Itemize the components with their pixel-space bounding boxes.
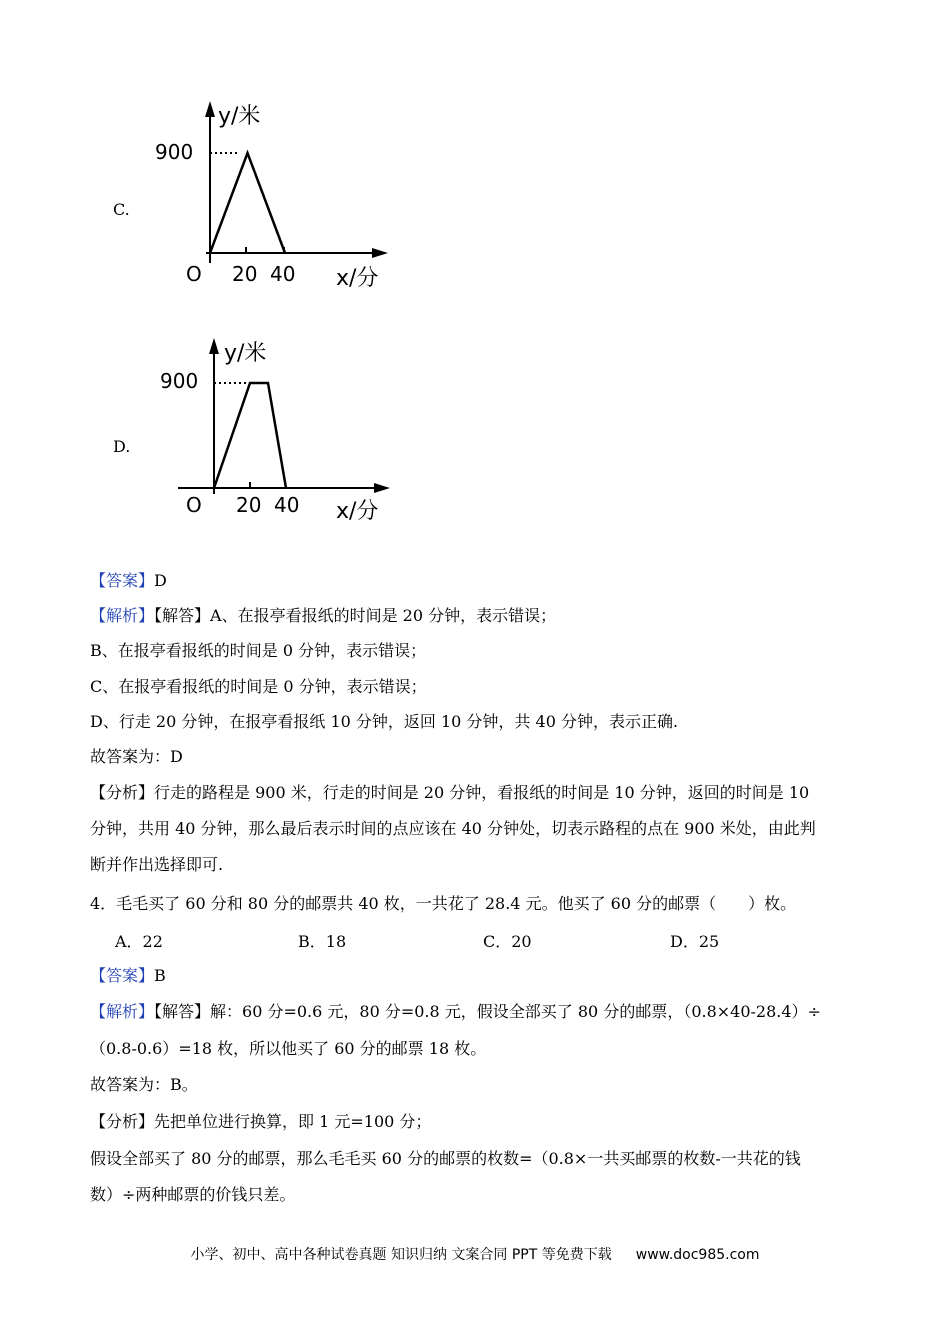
answer-value: D	[154, 571, 167, 590]
q4-conclusion: 故答案为：B。	[90, 1075, 198, 1094]
x-axis-label: x/分	[336, 266, 379, 291]
y-axis-arrow	[205, 101, 215, 117]
footer-site-link[interactable]: www.doc985.com	[635, 1247, 760, 1263]
q4-fenxi-line-1: 【分析】先把单位进行换算，即 1 元=100 分；	[90, 1112, 432, 1131]
x-tick-label-40: 40	[274, 493, 300, 517]
q3-analysis-line-3: C、在报亭看报纸的时间是 0 分钟，表示错误；	[90, 677, 427, 696]
q3-answer	[90, 570, 167, 592]
y-axis-label: y/米	[224, 341, 267, 366]
y-axis-label: y/米	[218, 104, 261, 129]
q4-fenxi-line-2: 假设全部买了 80 分的邮票，那么毛毛买 60 分的邮票的枚数=（0.8×一共买邮票的枚数-一共花的钱	[90, 1149, 801, 1168]
choice-b: B．18	[298, 932, 347, 951]
answer-tag: 【答案】	[90, 571, 155, 590]
q4-answer	[90, 965, 166, 987]
answer-value: B	[154, 966, 166, 985]
origin-label: O	[186, 262, 202, 286]
x-axis-arrow	[372, 248, 388, 258]
x-axis-label: x/分	[336, 499, 379, 524]
q3-fenxi-line-1: 【分析】行走的路程是 900 米，行走的时间是 20 分钟，看报纸的时间是 10 分钟，返回的时间是 10	[90, 783, 810, 802]
q4-analysis-line-1	[90, 1001, 821, 1023]
data-line	[210, 153, 285, 253]
graph-d	[150, 332, 400, 532]
q4-fenxi-line-3: 数）÷两种邮票的价钱只差。	[90, 1185, 296, 1204]
page-footer	[0, 1244, 950, 1264]
choice-c: C．20	[483, 932, 532, 951]
data-line	[214, 383, 286, 488]
footer-text: 小学、初中、高中各种试卷真题 知识归纳 文案合同 PPT 等免费下载	[190, 1247, 612, 1263]
x-tick-label-20: 20	[236, 493, 262, 517]
option-d-label: D.	[113, 437, 131, 456]
analysis-tag: 【解析】	[90, 1002, 155, 1021]
x-axis-arrow	[374, 483, 390, 493]
y-tick-label-900: 900	[155, 140, 194, 164]
q3-fenxi-line-3: 断并作出选择即可.	[90, 855, 224, 874]
choice-a: A．22	[115, 932, 163, 951]
q4-choices	[115, 929, 815, 951]
analysis-tag: 【解析】	[90, 606, 155, 625]
x-tick-label-40: 40	[270, 262, 296, 286]
q3-analysis-line-4: D、行走 20 分钟，在报亭看报纸 10 分钟，返回 10 分钟，共 40 分钟，表示正确.	[90, 712, 679, 731]
option-c-label: C.	[113, 200, 130, 219]
x-tick-label-20: 20	[232, 262, 258, 286]
analysis-text: 【解答】解：60 分=0.6 元，80 分=0.8 元，假设全部买了 80 分的邮票，（0.8×40-28.4）÷	[154, 1002, 821, 1021]
q4-analysis-line-2: （0.8-0.6）=18 枚，所以他买了 60 分的邮票 18 枚。	[90, 1039, 487, 1058]
graph-c	[150, 95, 400, 295]
q3-analysis-line-2: B、在报亭看报纸的时间是 0 分钟，表示错误；	[90, 641, 427, 660]
analysis-text: 【解答】A、在报亭看报纸的时间是 20 分钟，表示错误；	[154, 606, 557, 625]
q3-fenxi-line-2: 分钟，共用 40 分钟，那么最后表示时间的点应该在 40 分钟处，切表示路程的点在 900 米处，由此判	[90, 819, 816, 838]
q4-question: 4．毛毛买了 60 分和 80 分的邮票共 40 枚，一共花了 28.4 元。他买了 60 分的邮票（ ）枚。	[90, 894, 797, 913]
y-axis-arrow	[209, 338, 219, 354]
answer-tag: 【答案】	[90, 966, 155, 985]
q3-conclusion: 故答案为：D	[90, 747, 183, 766]
origin-label: O	[186, 493, 202, 517]
choice-d: D．25	[670, 932, 720, 951]
y-tick-label-900: 900	[160, 369, 199, 393]
q3-analysis-line-1	[90, 605, 556, 627]
